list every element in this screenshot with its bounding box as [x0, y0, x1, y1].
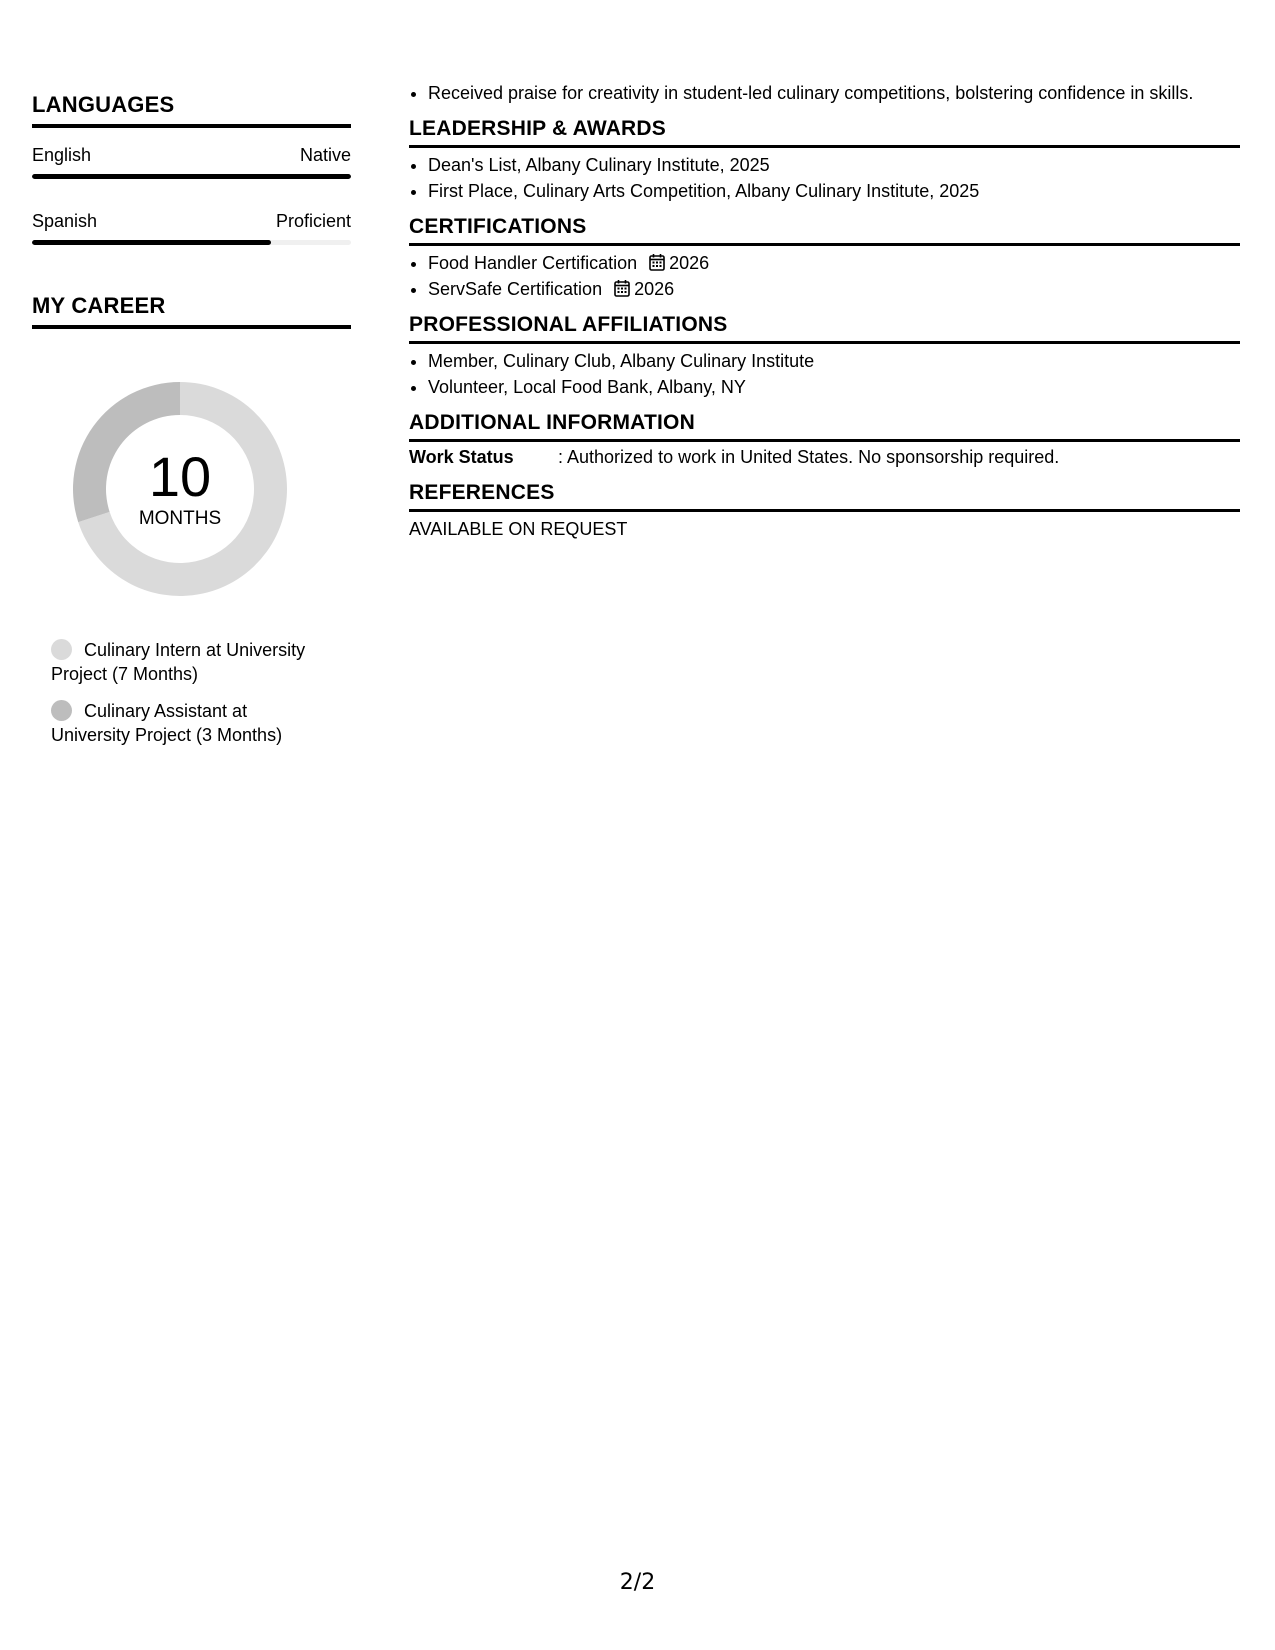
legend-label: Culinary Assistant at University Project (3 Months)	[51, 701, 283, 745]
language-level: Native	[299, 145, 351, 165]
legend-label: Culinary Intern at University Project (7 Months)	[51, 640, 306, 684]
career-title: MY CAREER	[32, 293, 351, 329]
language-proficiency-fill	[32, 174, 351, 179]
references-text: AVAILABLE ON REQUEST	[409, 519, 628, 539]
certification-year: 2026	[669, 253, 710, 273]
affiliations-list	[409, 348, 1240, 400]
certification-date	[614, 279, 674, 299]
certification-item	[428, 250, 1240, 276]
language-item-english	[32, 144, 351, 179]
certifications-section	[409, 214, 1240, 302]
certifications-title: CERTIFICATIONS	[409, 214, 1240, 246]
donut-center	[65, 374, 295, 604]
languages-section	[32, 92, 351, 245]
career-total-unit: MONTHS	[138, 508, 222, 529]
certifications-list	[409, 250, 1240, 302]
leadership-item: • First Place, Culinary Arts Competition, Albany Culinary Institute, 2025	[428, 178, 1240, 204]
leadership-list	[409, 152, 1240, 204]
affiliation-item: • Member, Culinary Club, Albany Culinary Institute	[428, 348, 1240, 374]
certification-name: Food Handler Certification	[428, 253, 638, 273]
certification-year: 2026	[634, 279, 675, 299]
sidebar	[32, 92, 351, 760]
language-level: Proficient	[275, 211, 351, 231]
leadership-item: • Dean's List, Albany Culinary Institute, 2025	[428, 152, 1240, 178]
language-proficiency-fill	[32, 240, 271, 245]
language-proficiency-bar	[32, 240, 351, 245]
legend-dot-icon	[51, 639, 72, 660]
experience-bullets	[409, 80, 1240, 106]
language-proficiency-bar	[32, 174, 351, 179]
leadership-title: LEADERSHIP & AWARDS	[409, 116, 1240, 148]
references-section	[409, 480, 1240, 542]
language-name: English	[32, 145, 92, 165]
language-item-spanish	[32, 210, 351, 245]
legend-dot-icon	[51, 700, 72, 721]
languages-list	[32, 144, 351, 245]
leadership-section	[409, 116, 1240, 204]
work-status-label: Work Status	[409, 447, 514, 467]
additional-info-title: ADDITIONAL INFORMATION	[409, 410, 1240, 442]
page-number: 2/2	[619, 1570, 656, 1595]
affiliation-item: • Volunteer, Local Food Bank, Albany, NY	[428, 374, 1240, 400]
career-legend	[51, 638, 331, 747]
language-name: Spanish	[32, 211, 98, 231]
experience-bullet: • Received praise for creativity in student-led culinary competitions, bolstering confidence in skills.	[428, 80, 1240, 106]
career-total-months: 10	[148, 445, 212, 508]
work-status-row	[409, 442, 1240, 470]
affiliations-section	[409, 312, 1240, 400]
certification-name: ServSafe Certification	[428, 279, 603, 299]
legend-item	[51, 638, 331, 686]
languages-title: LANGUAGES	[32, 92, 351, 128]
additional-info-section	[409, 410, 1240, 470]
work-status-value: : Authorized to work in United States. No sponsorship required.	[558, 447, 1060, 467]
calendar-icon	[649, 253, 665, 271]
certification-item	[428, 276, 1240, 302]
affiliations-title: PROFESSIONAL AFFILIATIONS	[409, 312, 1240, 344]
calendar-icon	[614, 279, 630, 297]
references-title: REFERENCES	[409, 480, 1240, 512]
career-section	[32, 293, 351, 747]
legend-item	[51, 699, 331, 747]
career-donut-chart	[65, 374, 295, 604]
main-column	[409, 80, 1240, 542]
certification-date	[649, 253, 709, 273]
